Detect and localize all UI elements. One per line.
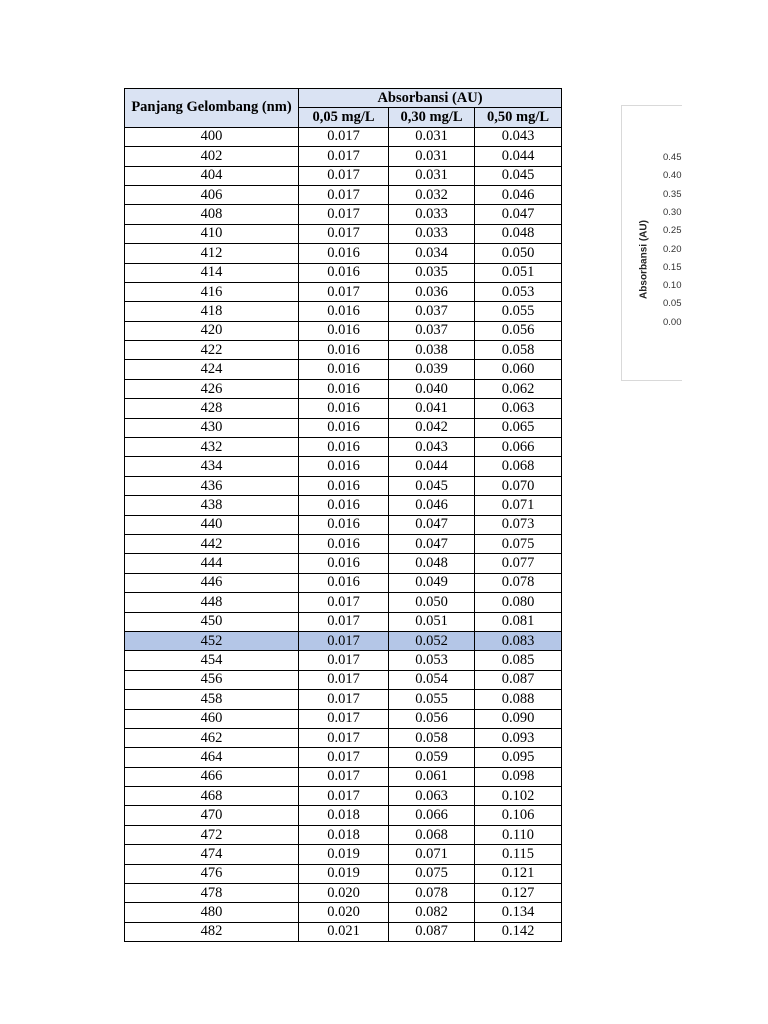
absorbance-cell: 0.077 — [475, 554, 562, 573]
chart-y-tick-label: 0.10 — [663, 280, 682, 292]
absorbance-cell: 0.046 — [389, 496, 475, 515]
absorbance-cell: 0.018 — [299, 825, 389, 844]
concentration-header: 0,50 mg/L — [475, 108, 562, 127]
absorbance-cell: 0.056 — [475, 321, 562, 340]
table-row — [125, 399, 562, 418]
absorbance-cell: 0.032 — [389, 185, 475, 204]
table-row — [125, 573, 562, 592]
chart-y-tick-label: 0.05 — [663, 298, 682, 310]
wavelength-cell: 414 — [125, 263, 299, 282]
table-row — [125, 457, 562, 476]
absorbance-cell: 0.121 — [475, 864, 562, 883]
absorbance-cell: 0.102 — [475, 787, 562, 806]
absorbance-cell: 0.018 — [299, 806, 389, 825]
wavelength-cell: 424 — [125, 360, 299, 379]
table-row — [125, 922, 562, 941]
absorbance-cell: 0.017 — [299, 127, 389, 146]
absorbance-cell: 0.044 — [475, 147, 562, 166]
wavelength-cell: 456 — [125, 670, 299, 689]
absorbance-cell: 0.020 — [299, 884, 389, 903]
absorbance-cell: 0.017 — [299, 166, 389, 185]
wavelength-cell: 440 — [125, 515, 299, 534]
absorbance-cell: 0.061 — [389, 767, 475, 786]
wavelength-cell: 406 — [125, 185, 299, 204]
table-row — [125, 205, 562, 224]
absorbance-cell: 0.016 — [299, 534, 389, 553]
absorbance-cell: 0.016 — [299, 554, 389, 573]
absorbance-cell: 0.134 — [475, 903, 562, 922]
absorbance-cell: 0.085 — [475, 651, 562, 670]
wavelength-cell: 412 — [125, 244, 299, 263]
wavelength-cell: 466 — [125, 767, 299, 786]
absorbance-cell: 0.063 — [389, 787, 475, 806]
absorbance-cell: 0.053 — [475, 282, 562, 301]
absorbance-cell: 0.040 — [389, 379, 475, 398]
wavelength-cell: 422 — [125, 341, 299, 360]
absorbance-cell: 0.016 — [299, 360, 389, 379]
absorbance-cell: 0.059 — [389, 748, 475, 767]
table-row — [125, 476, 562, 495]
absorbance-cell: 0.087 — [389, 922, 475, 941]
absorbance-cell: 0.127 — [475, 884, 562, 903]
table-row — [125, 825, 562, 844]
wavelength-cell: 476 — [125, 864, 299, 883]
absorbance-cell: 0.016 — [299, 476, 389, 495]
table-row — [125, 787, 562, 806]
wavelength-cell: 402 — [125, 147, 299, 166]
table-row — [125, 321, 562, 340]
absorbance-cell: 0.016 — [299, 321, 389, 340]
absorbance-cell: 0.054 — [389, 670, 475, 689]
table-row — [125, 360, 562, 379]
absorbance-cell: 0.017 — [299, 767, 389, 786]
absorbance-cell: 0.017 — [299, 147, 389, 166]
absorbance-cell: 0.017 — [299, 651, 389, 670]
absorbance-cell: 0.039 — [389, 360, 475, 379]
absorbance-cell: 0.031 — [389, 147, 475, 166]
wavelength-cell: 468 — [125, 787, 299, 806]
table-row — [125, 884, 562, 903]
concentration-header: 0,05 mg/L — [299, 108, 389, 127]
wavelength-cell: 404 — [125, 166, 299, 185]
table-row — [125, 418, 562, 437]
absorbance-cell: 0.093 — [475, 728, 562, 747]
table-row — [125, 341, 562, 360]
absorbance-cell: 0.068 — [389, 825, 475, 844]
absorbance-cell: 0.068 — [475, 457, 562, 476]
table-row — [125, 612, 562, 631]
absorbance-cell: 0.035 — [389, 263, 475, 282]
wavelength-cell: 432 — [125, 438, 299, 457]
table-row — [125, 302, 562, 321]
wavelength-cell: 462 — [125, 728, 299, 747]
absorbance-cell: 0.049 — [389, 573, 475, 592]
wavelength-cell: 482 — [125, 922, 299, 941]
absorbance-cell: 0.048 — [389, 554, 475, 573]
table-row — [125, 185, 562, 204]
absorbance-cell: 0.110 — [475, 825, 562, 844]
wavelength-cell: 470 — [125, 806, 299, 825]
table-row — [125, 282, 562, 301]
absorbance-cell: 0.017 — [299, 748, 389, 767]
wavelength-cell: 458 — [125, 690, 299, 709]
absorbance-cell: 0.037 — [389, 321, 475, 340]
absorbance-cell: 0.033 — [389, 224, 475, 243]
table-row — [125, 728, 562, 747]
table-row — [125, 515, 562, 534]
absorbance-cell: 0.052 — [389, 631, 475, 650]
wavelength-cell: 426 — [125, 379, 299, 398]
table-row — [125, 690, 562, 709]
absorbance-cell: 0.044 — [389, 457, 475, 476]
absorbance-cell: 0.016 — [299, 341, 389, 360]
absorbance-cell: 0.017 — [299, 631, 389, 650]
absorbance-cell: 0.065 — [475, 418, 562, 437]
absorbance-cell: 0.020 — [299, 903, 389, 922]
absorbance-cell: 0.033 — [389, 205, 475, 224]
absorbance-cell: 0.078 — [475, 573, 562, 592]
absorbance-cell: 0.016 — [299, 496, 389, 515]
absorbance-cell: 0.017 — [299, 612, 389, 631]
absorbance-cell: 0.016 — [299, 302, 389, 321]
absorbance-cell: 0.017 — [299, 709, 389, 728]
table-row — [125, 767, 562, 786]
wavelength-cell: 418 — [125, 302, 299, 321]
absorbance-cell: 0.075 — [389, 864, 475, 883]
absorbance-cell: 0.016 — [299, 379, 389, 398]
absorbance-cell: 0.047 — [389, 515, 475, 534]
absorbance-cell: 0.017 — [299, 282, 389, 301]
wavelength-cell: 408 — [125, 205, 299, 224]
absorbance-cell: 0.142 — [475, 922, 562, 941]
absorbance-cell: 0.016 — [299, 573, 389, 592]
table-row — [125, 554, 562, 573]
absorbance-cell: 0.066 — [475, 438, 562, 457]
wavelength-cell: 450 — [125, 612, 299, 631]
absorbance-cell: 0.016 — [299, 438, 389, 457]
absorbance-cell: 0.090 — [475, 709, 562, 728]
absorbance-cell: 0.047 — [475, 205, 562, 224]
absorbance-table — [124, 88, 562, 942]
absorbance-cell: 0.016 — [299, 457, 389, 476]
wavelength-cell: 416 — [125, 282, 299, 301]
chart-y-tick-label: 0.30 — [663, 206, 682, 218]
absorbance-cell: 0.043 — [475, 127, 562, 146]
wavelength-cell: 452 — [125, 631, 299, 650]
absorbance-cell: 0.017 — [299, 205, 389, 224]
chart-y-tick-label: 0.20 — [663, 243, 682, 255]
absorbance-header: Absorbansi (AU) — [299, 89, 562, 108]
absorbance-cell: 0.017 — [299, 690, 389, 709]
wavelength-cell: 428 — [125, 399, 299, 418]
chart-y-tick-label: 0.15 — [663, 261, 682, 273]
table-body — [125, 127, 562, 941]
wavelength-cell: 400 — [125, 127, 299, 146]
table-row — [125, 670, 562, 689]
table-row — [125, 748, 562, 767]
absorbance-cell: 0.098 — [475, 767, 562, 786]
absorbance-cell: 0.017 — [299, 185, 389, 204]
chart-panel — [621, 105, 682, 381]
absorbance-cell: 0.042 — [389, 418, 475, 437]
table-row — [125, 438, 562, 457]
absorbance-cell: 0.087 — [475, 670, 562, 689]
absorbance-cell: 0.066 — [389, 806, 475, 825]
concentration-header: 0,30 mg/L — [389, 108, 475, 127]
wavelength-cell: 434 — [125, 457, 299, 476]
wavelength-cell: 474 — [125, 845, 299, 864]
absorbance-cell: 0.080 — [475, 593, 562, 612]
absorbance-cell: 0.017 — [299, 593, 389, 612]
absorbance-cell: 0.055 — [475, 302, 562, 321]
table-row — [125, 496, 562, 515]
absorbance-cell: 0.038 — [389, 341, 475, 360]
absorbance-cell: 0.083 — [475, 631, 562, 650]
table-row — [125, 806, 562, 825]
table-row — [125, 845, 562, 864]
table-row — [125, 263, 562, 282]
absorbance-cell: 0.071 — [389, 845, 475, 864]
absorbance-cell: 0.031 — [389, 127, 475, 146]
absorbance-cell: 0.019 — [299, 845, 389, 864]
wavelength-cell: 454 — [125, 651, 299, 670]
table-row — [125, 379, 562, 398]
absorbance-cell: 0.070 — [475, 476, 562, 495]
absorbance-cell: 0.047 — [389, 534, 475, 553]
table-row — [125, 224, 562, 243]
absorbance-cell: 0.016 — [299, 418, 389, 437]
absorbance-cell: 0.041 — [389, 399, 475, 418]
absorbance-cell: 0.021 — [299, 922, 389, 941]
absorbance-cell: 0.051 — [389, 612, 475, 631]
absorbance-cell: 0.043 — [389, 438, 475, 457]
absorbance-cell: 0.017 — [299, 670, 389, 689]
wavelength-cell: 444 — [125, 554, 299, 573]
absorbance-cell: 0.063 — [475, 399, 562, 418]
table-row — [125, 631, 562, 650]
wavelength-cell: 472 — [125, 825, 299, 844]
wavelength-cell: 430 — [125, 418, 299, 437]
absorbance-cell: 0.051 — [475, 263, 562, 282]
table-row — [125, 709, 562, 728]
table-row — [125, 534, 562, 553]
wavelength-cell: 464 — [125, 748, 299, 767]
chart-y-axis-label: Absorbansi (AU) — [638, 220, 650, 299]
wavelength-cell: 436 — [125, 476, 299, 495]
absorbance-cell: 0.075 — [475, 534, 562, 553]
absorbance-cell: 0.055 — [389, 690, 475, 709]
absorbance-cell: 0.058 — [475, 341, 562, 360]
absorbance-cell: 0.115 — [475, 845, 562, 864]
absorbance-cell: 0.081 — [475, 612, 562, 631]
absorbance-cell: 0.088 — [475, 690, 562, 709]
absorbance-cell: 0.031 — [389, 166, 475, 185]
absorbance-cell: 0.095 — [475, 748, 562, 767]
wavelength-cell: 448 — [125, 593, 299, 612]
table-row — [125, 903, 562, 922]
absorbance-cell: 0.034 — [389, 244, 475, 263]
chart-y-tick-label: 0.25 — [663, 225, 682, 237]
wavelength-cell: 446 — [125, 573, 299, 592]
absorbance-cell: 0.073 — [475, 515, 562, 534]
absorbance-cell: 0.017 — [299, 224, 389, 243]
wavelength-cell: 438 — [125, 496, 299, 515]
absorbance-cell: 0.016 — [299, 263, 389, 282]
chart-y-tick-label: 0.40 — [663, 170, 682, 182]
absorbance-cell: 0.036 — [389, 282, 475, 301]
absorbance-cell: 0.017 — [299, 787, 389, 806]
wavelength-cell: 480 — [125, 903, 299, 922]
table-row — [125, 166, 562, 185]
wavelength-cell: 420 — [125, 321, 299, 340]
absorbance-cell: 0.016 — [299, 244, 389, 263]
header-row-1 — [125, 89, 562, 108]
table-row — [125, 127, 562, 146]
table-row — [125, 864, 562, 883]
absorbance-cell: 0.058 — [389, 728, 475, 747]
absorbance-cell: 0.082 — [389, 903, 475, 922]
absorbance-cell: 0.019 — [299, 864, 389, 883]
chart-y-tick-label: 0.45 — [663, 152, 682, 163]
wavelength-cell: 460 — [125, 709, 299, 728]
table-row — [125, 651, 562, 670]
absorbance-cell: 0.050 — [389, 593, 475, 612]
table-row — [125, 244, 562, 263]
absorbance-cell: 0.016 — [299, 515, 389, 534]
absorbance-cell: 0.037 — [389, 302, 475, 321]
absorbance-cell: 0.048 — [475, 224, 562, 243]
wavelength-cell: 478 — [125, 884, 299, 903]
absorbance-cell: 0.056 — [389, 709, 475, 728]
absorbance-cell: 0.045 — [389, 476, 475, 495]
absorbance-cell: 0.060 — [475, 360, 562, 379]
chart-y-tick-label: 0.35 — [663, 188, 682, 200]
table-row — [125, 593, 562, 612]
absorbance-cell: 0.062 — [475, 379, 562, 398]
absorbance-cell: 0.017 — [299, 728, 389, 747]
absorbance-cell: 0.016 — [299, 399, 389, 418]
wavelength-cell: 410 — [125, 224, 299, 243]
absorbance-cell: 0.106 — [475, 806, 562, 825]
absorbance-cell: 0.071 — [475, 496, 562, 515]
table-row — [125, 147, 562, 166]
absorbance-cell: 0.050 — [475, 244, 562, 263]
chart-y-tick-label: 0.00 — [663, 316, 682, 328]
wavelength-cell: 442 — [125, 534, 299, 553]
absorbance-cell: 0.078 — [389, 884, 475, 903]
absorbance-cell: 0.045 — [475, 166, 562, 185]
absorbance-cell: 0.053 — [389, 651, 475, 670]
wavelength-header: Panjang Gelombang (nm) — [125, 89, 299, 128]
absorbance-cell: 0.046 — [475, 185, 562, 204]
